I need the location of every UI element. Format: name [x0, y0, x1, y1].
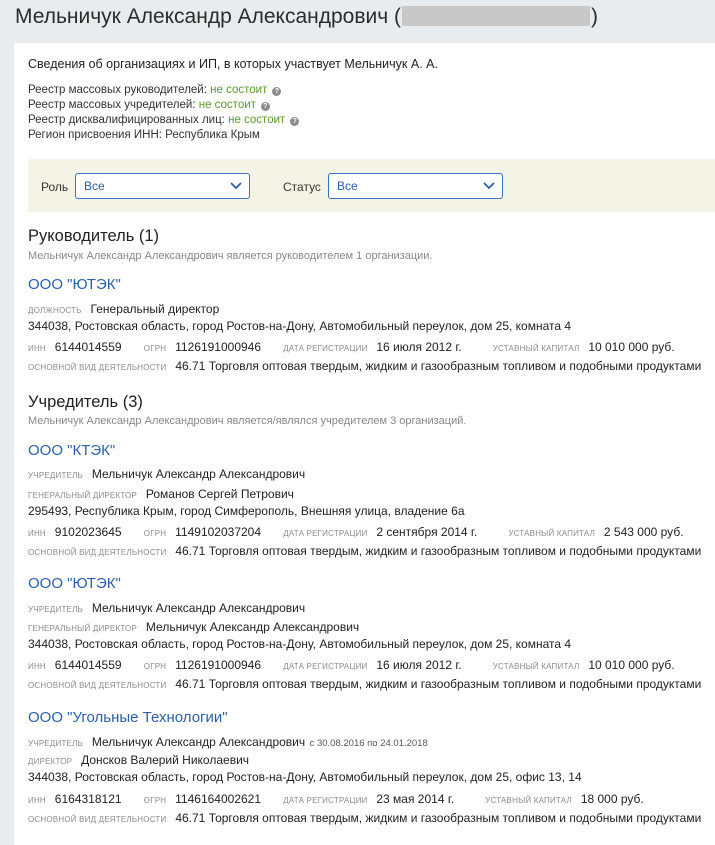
org-address: 344038, Ростовская область, город Ростов-на-Дону, Автомобильный переулок, дом 25, офис 13, 14 [28, 770, 582, 784]
org-position-row: ДОЛЖНОСТЬ Генеральный директор [28, 302, 220, 316]
org-details-row: ИНН 6144014559 ОГРН 1126191000946 ДАТА РЕГИСТРАЦИИ 16 июля 2012 г. УСТАВНЫЙ КАПИТАЛ 10 010 000 руб. [28, 658, 675, 672]
founder-section-subtitle: Мельничук Александр Александрович является/являлся учредителем 3 организаций. [28, 415, 467, 427]
help-icon[interactable]: ? [290, 117, 299, 126]
status-select[interactable]: Все [328, 173, 503, 199]
org-founder-row: УЧРЕДИТЕЛЬ Мельничук Александр Александрович [28, 601, 306, 615]
registry-disqualified: Реестр дисквалифицированных лиц: не состоит ? [28, 114, 299, 126]
help-icon[interactable]: ? [261, 102, 270, 111]
org-director-row: ГЕНЕРАЛЬНЫЙ ДИРЕКТОР Романов Сергей Петрович [28, 487, 294, 501]
role-select[interactable]: Все [75, 173, 250, 199]
page-header [0, 0, 715, 42]
leader-section-subtitle: Мельничук Александр Александрович является руководителем 1 организации. [28, 250, 433, 262]
org-founder-row: УЧРЕДИТЕЛЬ Мельничук Александр Александрович [28, 467, 306, 481]
filter-panel [28, 159, 715, 212]
redacted-inn [402, 6, 590, 26]
intro-text: Сведения об организациях и ИП, в которых участвует Мельничук А. А. [28, 57, 438, 71]
page-title: Мельничук Александр Александрович ( ) [15, 5, 599, 28]
org-link[interactable]: ООО "ЮТЭК" [28, 575, 121, 592]
org-link[interactable]: ООО "ЮТЭК" [28, 276, 121, 293]
role-filter-label: Роль [41, 180, 69, 194]
status-filter-label: Статус [283, 180, 321, 194]
registry-mass-leaders: Реестр массовых руководителей: не состоит ? [28, 84, 281, 96]
leader-section-title: Руководитель (1) [28, 227, 160, 245]
org-director-row: ДИРЕКТОР Донсков Валерий Николаевич [28, 753, 250, 767]
org-details-row: ИНН 6164318121 ОГРН 1146164002621 ДАТА РЕГИСТРАЦИИ 23 мая 2014 г. УСТАВНЫЙ КАПИТАЛ 18 000 руб. [28, 792, 644, 806]
founder-section-title: Учредитель (3) [28, 393, 143, 411]
org-address: 344038, Ростовская область, город Ростов-на-Дону, Автомобильный переулок, дом 25, комната 4 [28, 319, 572, 333]
org-activity-row: ОСНОВНОЙ ВИД ДЕЯТЕЛЬНОСТИ 46.71 Торговля оптовая твердым, жидким и газообразным топливом и подобными продуктами [28, 677, 702, 691]
org-director-row: ГЕНЕРАЛЬНЫЙ ДИРЕКТОР Мельничук Александр Александрович [28, 620, 360, 634]
org-founder-row: УЧРЕДИТЕЛЬ Мельничук Александр Александрович с 30.08.2016 по 24.01.2018 [28, 735, 428, 749]
help-icon[interactable]: ? [272, 87, 281, 96]
org-activity-row: ОСНОВНОЙ ВИД ДЕЯТЕЛЬНОСТИ 46.71 Торговля оптовая твердым, жидким и газообразным топливом и подобными продуктами [28, 811, 702, 825]
content-card [14, 43, 715, 845]
org-activity-row: ОСНОВНОЙ ВИД ДЕЯТЕЛЬНОСТИ 46.71 Торговля оптовая твердым, жидким и газообразным топливом и подобными продуктами [28, 359, 702, 373]
org-address: 295493, Республика Крым, город Симферополь, Внешняя улица, владение 6а [28, 504, 465, 518]
inn-region: Регион присвоения ИНН: Республика Крым [28, 129, 260, 141]
org-link[interactable]: ООО "Угольные Технологии" [28, 709, 228, 726]
chevron-down-icon [230, 181, 242, 191]
org-details-row: ИНН 9102023645 ОГРН 1149102037204 ДАТА РЕГИСТРАЦИИ 2 сентября 2014 г. УСТАВНЫЙ КАПИТАЛ 2 543 000 руб. [28, 525, 684, 539]
org-activity-row: ОСНОВНОЙ ВИД ДЕЯТЕЛЬНОСТИ 46.71 Торговля оптовая твердым, жидким и газообразным топливом и подобными продуктами [28, 544, 702, 558]
registry-mass-founders: Реестр массовых учредителей: не состоит ? [28, 99, 270, 111]
org-address: 344038, Ростовская область, город Ростов-на-Дону, Автомобильный переулок, дом 25, комната 4 [28, 637, 572, 651]
org-details-row: ИНН 6144014559 ОГРН 1126191000946 ДАТА РЕГИСТРАЦИИ 16 июля 2012 г. УСТАВНЫЙ КАПИТАЛ 10 010 000 руб. [28, 340, 675, 354]
chevron-down-icon [483, 181, 495, 191]
org-link[interactable]: ООО "КТЭК" [28, 442, 116, 459]
